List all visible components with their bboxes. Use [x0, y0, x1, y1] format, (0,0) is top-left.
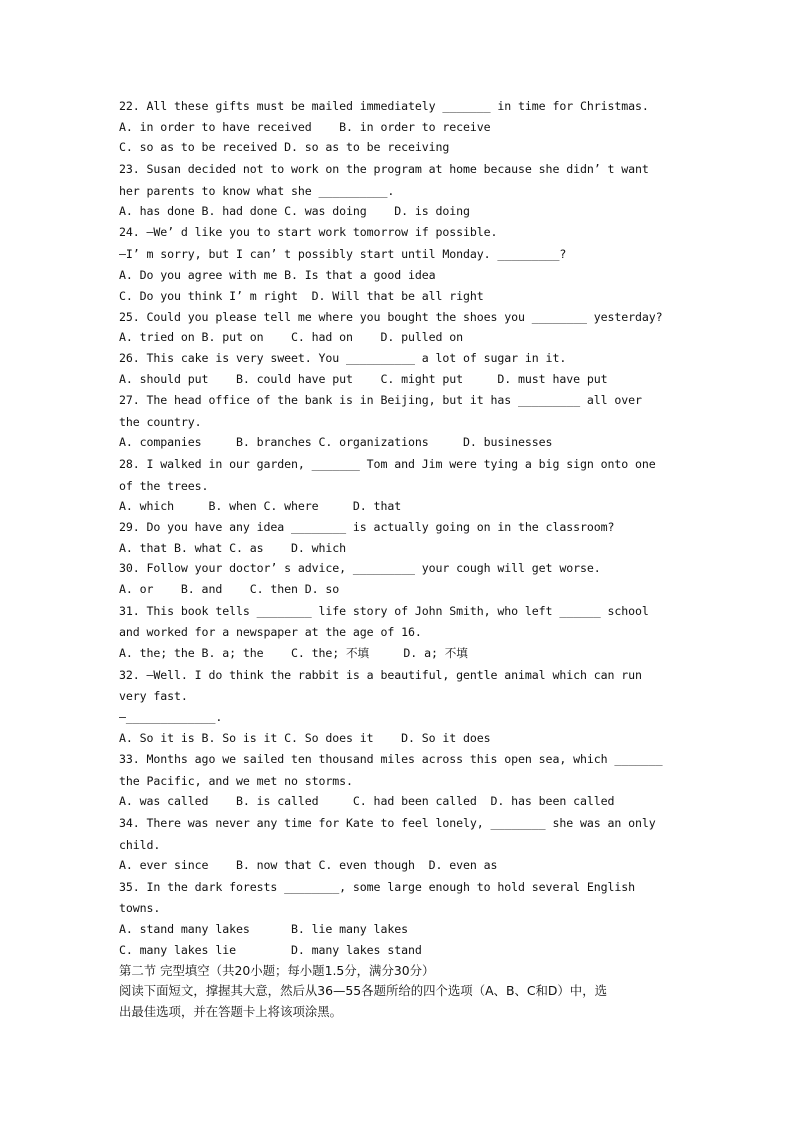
question-30: 30. Follow your doctor’ s advice, _________ your cough will get worse. [119, 561, 601, 576]
question-24-options-ab: A. Do you agree with me B. Is that a good idea [119, 268, 436, 283]
question-24: 24. —We’ d like you to start work tomorrow if possible. [119, 224, 498, 239]
question-34: 34. There was never any time for Kate to feel lonely, ________ she was an only [119, 816, 656, 831]
question-26: 26. This cake is very sweet. You __________ a lot of sugar in it. [119, 350, 567, 365]
question-23: 23. Susan decided not to work on the program at home because she didn’ t want [119, 162, 649, 177]
question-32-continued: very fast. [119, 689, 188, 704]
question-25: 25. Could you please tell me where you bought the shoes you ________ yesterday? [119, 309, 663, 324]
question-25-options: A. tried on B. put on C. had on D. pulled on [119, 330, 464, 345]
question-22-options-ab: A. in order to have received B. in order to receive [119, 119, 491, 134]
question-27: 27. The head office of the bank is in Beijing, but it has _________ all over [119, 393, 642, 408]
question-35-options-cd: C. many lakes lie D. many lakes stand [119, 942, 422, 957]
question-30-options: A. or B. and C. then D. so [119, 582, 340, 597]
question-32: 32. —Well. I do think the rabbit is a beautiful, gentle animal which can run [119, 667, 642, 682]
question-33-continued: the Pacific, and we met no storms. [119, 773, 353, 788]
question-33-options: A. was called B. is called C. had been called D. has been called [119, 794, 615, 809]
question-33: 33. Months ago we sailed ten thousand miles across this open sea, which _______ [119, 752, 663, 767]
question-27-options: A. companies B. branches C. organizations D. businesses [119, 435, 553, 450]
question-28-continued: of the trees. [119, 478, 209, 493]
question-22-options-cd: C. so as to be received D. so as to be receiving [119, 140, 450, 155]
question-35: 35. In the dark forests ________, some large enough to hold several English [119, 879, 636, 894]
question-35-options-ab: A. stand many lakes B. lie many lakes [119, 922, 408, 937]
question-24-options-cd: C. Do you think I’ m right D. Will that be all right [119, 288, 484, 303]
section-heading: 第二节 完型填空（共20小题；每小题1.5分，满分30分） [119, 962, 435, 978]
question-35-continued: towns. [119, 901, 161, 916]
question-29: 29. Do you have any idea ________ is actually going on in the classroom? [119, 520, 615, 534]
question-23-continued: her parents to know what she __________. [119, 183, 395, 198]
question-28-options: A. which B. when C. where D. that [119, 499, 402, 514]
question-28: 28. I walked in our garden, _______ Tom and Jim were tying a big sign onto one [119, 457, 656, 472]
question-34-options: A. ever since B. now that C. even though D. even as [119, 858, 498, 873]
question-32-reply: —_____________. [119, 709, 223, 724]
question-29-options: A. that B. what C. as D. which [119, 540, 347, 555]
section-instructions: 阅读下面短文，撑握其大意，然后从36—55各题所给的四个选项（A、B、C和D）中，选 [119, 983, 607, 999]
question-24-reply: —I’ m sorry, but I can’ t possibly start until Monday. _________? [119, 246, 567, 261]
question-26-options: A. should put B. could have put C. might put D. must have put [119, 371, 608, 386]
question-31-continued: and worked for a newspaper at the age of 16. [119, 625, 422, 640]
question-31-options: A. the; the B. a; the C. the; 不填 D. a; 不填 [119, 645, 468, 660]
question-23-options: A. has done B. had done C. was doing D. is doing [119, 204, 470, 219]
question-22: 22. All these gifts must be mailed immediately _______ in time for Christmas. [119, 99, 649, 113]
question-27-continued: the country. [119, 414, 202, 429]
question-34-continued: child. [119, 837, 161, 852]
question-32-options: A. So it is B. So is it C. So does it D. So it does [119, 730, 491, 745]
document-body [119, 96, 679, 1023]
section-instructions-continued: 出最佳选项，并在答题卡上将该项涂黑。 [119, 1003, 343, 1019]
question-31: 31. This book tells ________ life story of John Smith, who left ______ school [119, 603, 649, 618]
